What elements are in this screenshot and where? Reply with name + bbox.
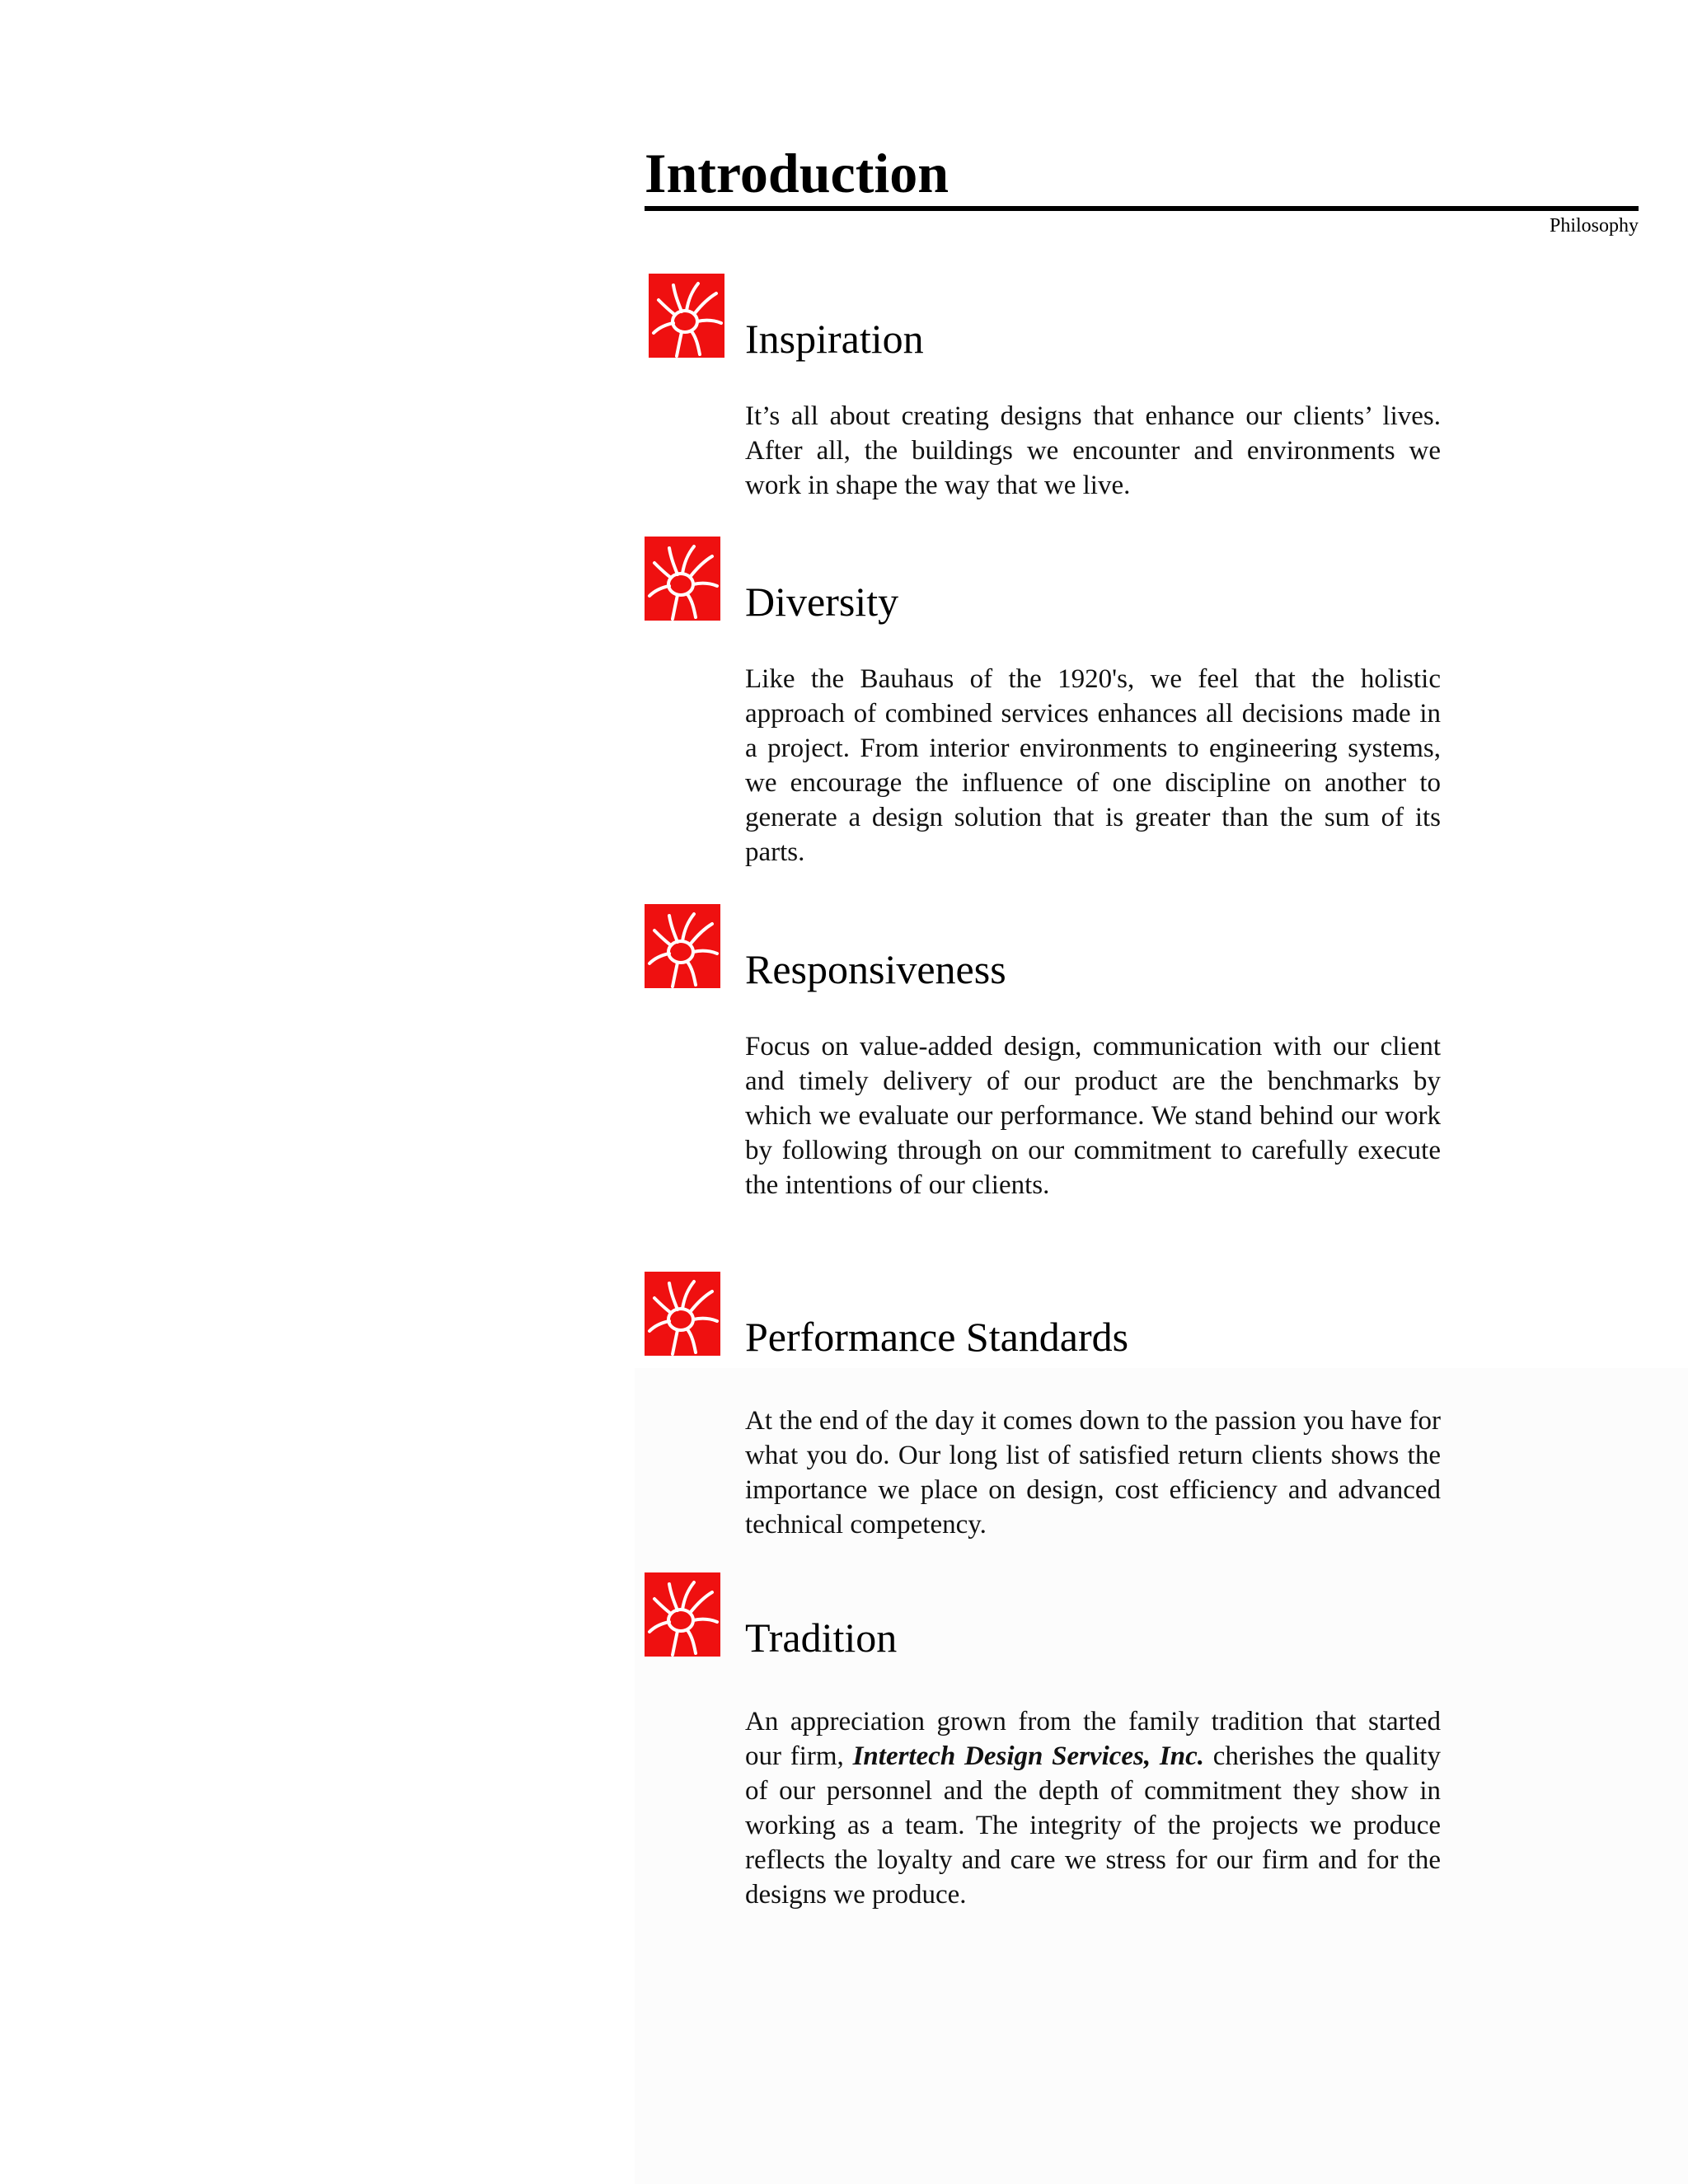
section-heading: Tradition: [745, 1615, 898, 1661]
section-body-intro: An appreciation grown from the family tradition that started our firm,: [745, 1707, 1441, 1771]
sunburst-glyph: [645, 1572, 720, 1657]
section-body: [745, 1704, 1441, 1912]
red-sunburst-logo-icon: [645, 1572, 720, 1657]
red-sunburst-logo-icon: [649, 274, 724, 358]
section-body: Like the Bauhaus of the 1920's, we feel that the holistic approach of combined services enhances all decisions made in a project. From interior environments to engineering systems, we encourage the influence of one discipline on another to generate a design solution that is greater than the sum of its parts.: [745, 664, 1441, 867]
firm-name: Intertech Design Services, Inc.: [852, 1741, 1204, 1771]
page-subtitle: Philosophy: [1549, 215, 1639, 237]
section-heading: Performance Standards: [745, 1314, 1129, 1360]
section-body: It’s all about creating designs that enhance our clients’ lives. After all, the buildings we encounter and environments we work in shape the way that we live.: [745, 401, 1441, 500]
section-heading: Inspiration: [745, 316, 924, 362]
section-heading: Responsiveness: [745, 946, 1006, 992]
section-heading: Diversity: [745, 579, 899, 625]
page-header: [645, 140, 1639, 241]
red-sunburst-logo-icon: [645, 1272, 720, 1356]
red-sunburst-logo-icon: [645, 904, 720, 988]
section-body-rest: cherishes the quality of our personnel and the depth of commitment they show in working as a team. The integrity of the projects we produce reflects the loyalty and care we stress for our firm and for the designs we produce.: [745, 1741, 1442, 1910]
sunburst-glyph: [645, 904, 720, 988]
sunburst-glyph: [645, 537, 720, 621]
sunburst-glyph: [649, 274, 724, 358]
section-body: Focus on value-added design, communication with our client and timely delivery of our product are the benchmarks by which we evaluate our performance. We stand behind our work by following through on our commitment to carefully execute the intentions of our clients.: [745, 1032, 1441, 1200]
sunburst-glyph: [645, 1272, 720, 1356]
red-sunburst-logo-icon: [645, 537, 720, 621]
page-title: Introduction: [645, 142, 950, 204]
section-body: At the end of the day it comes down to the passion you have for what you do. Our long list of satisfied return clients shows the importance we place on design, cost efficiency and advanced technical competency.: [745, 1406, 1441, 1540]
